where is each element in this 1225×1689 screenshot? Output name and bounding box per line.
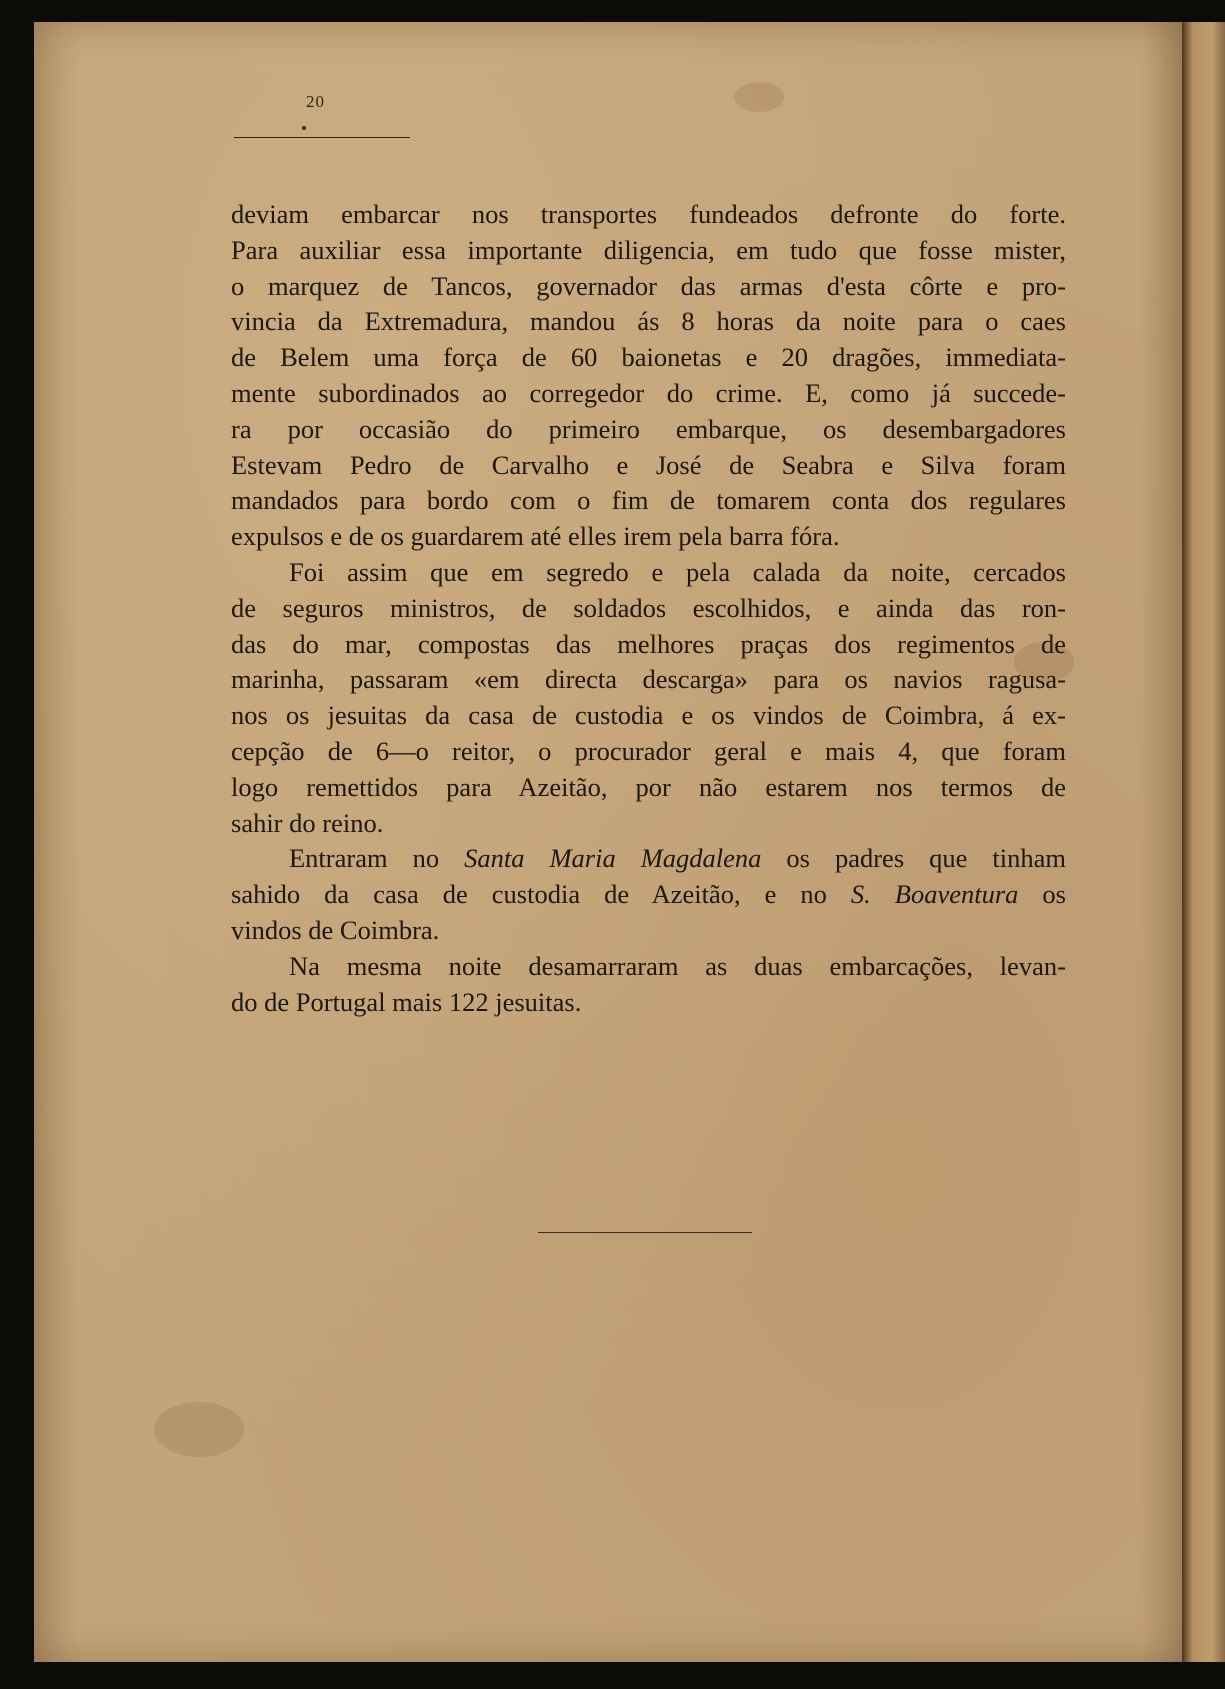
text-line: ra por occasião do primeiro embarque, os desembargadores <box>231 413 1066 444</box>
section-end-rule <box>538 1232 752 1233</box>
text-line: do de Portugal mais 122 jesuitas. <box>231 986 582 1017</box>
text-line: Foi assim que em segredo e pela calada da noite, cercados <box>289 556 1066 587</box>
text-line <box>231 877 1066 913</box>
header-rule <box>234 137 410 138</box>
paper-stain <box>734 82 784 112</box>
text-line: de seguros ministros, de soldados escolhidos, e ainda das ron- <box>231 592 1066 623</box>
page-number: 20 <box>306 92 325 111</box>
text-line: nos os jesuitas da casa de custodia e os vindos de Coimbra, á ex- <box>231 700 1066 731</box>
text-fragment: sahido da casa de custodia de Azeitão, e no <box>231 879 851 910</box>
paper-stain <box>154 1402 244 1457</box>
ship-name: S. Boaventura <box>850 879 1019 910</box>
text-line: Para auxiliar essa importante diligencia, em tudo que fosse mister, <box>231 234 1066 265</box>
text-line: de Belem uma força de 60 baionetas e 20 dragões, immediata- <box>231 342 1066 373</box>
text-line: sahir do reino. <box>231 807 384 838</box>
text-line: vincia da Extremadura, mandou ás 8 horas da noite para o caes <box>231 306 1066 337</box>
text-line: marinha, passaram «em directa descarga» para os navios ragusa- <box>231 664 1066 695</box>
text-line: logo remettidos para Azeitão, por não estarem nos termos de <box>231 771 1066 802</box>
paragraph-3 <box>231 841 1066 948</box>
paragraph-1 <box>231 197 1066 555</box>
text-line <box>231 841 1066 877</box>
paragraph-4 <box>231 949 1066 1021</box>
text-line: vindos de Coimbra. <box>231 914 440 945</box>
text-fragment: Entraram no <box>289 843 465 874</box>
text-line: Na mesma noite desamarraram as duas embarcações, levan- <box>289 950 1066 981</box>
text-line: deviam embarcar nos transportes fundeados defronte do forte. <box>231 199 1066 229</box>
header-ornament-dot <box>302 126 306 130</box>
text-line: expulsos e de os guardarem até elles irem pela barra fóra. <box>231 521 840 552</box>
ship-name: Santa Maria Magdalena <box>464 843 762 874</box>
text-fragment: os padres que tinham <box>761 843 1066 874</box>
body-text <box>231 197 1066 1020</box>
adjacent-page-edge <box>1182 22 1225 1662</box>
text-line: mandados para bordo com o fim de tomarem conta dos regulares <box>231 485 1066 516</box>
paragraph-2 <box>231 555 1066 841</box>
text-line: o marquez de Tancos, governador das armas d'esta côrte e pro- <box>231 270 1066 301</box>
text-line: mente subordinados ao corregedor do crime. E, como já succede- <box>231 377 1066 408</box>
text-line: cepção de 6—o reitor, o procurador geral e mais 4, que foram <box>231 735 1066 766</box>
text-fragment: os <box>1018 879 1066 910</box>
text-line: das do mar, compostas das melhores praças dos regimentos de <box>231 628 1066 659</box>
text-line: Estevam Pedro de Carvalho e José de Seabra e Silva foram <box>231 449 1066 480</box>
